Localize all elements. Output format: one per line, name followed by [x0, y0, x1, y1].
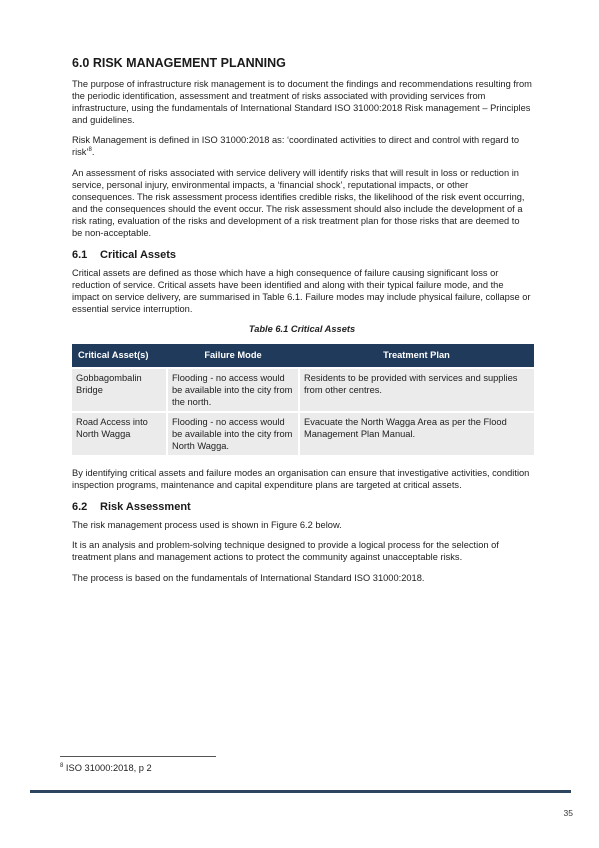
table-row — [72, 412, 534, 455]
subsection-number: 6.1 — [72, 249, 88, 262]
table-row — [72, 368, 534, 412]
table-cell-treatment-plan: Residents to be provided with services and supplies from other centres. — [299, 368, 534, 412]
critical-assets-table — [72, 344, 534, 456]
table-cell-asset: Road Access into North Wagga — [72, 412, 167, 455]
table-cell-asset: Gobbagombalin Bridge — [72, 368, 167, 412]
page-content — [72, 56, 532, 592]
table-header-row — [72, 344, 534, 368]
risk-assessment-paragraph: The risk management process used is shown in Figure 6.2 below. — [72, 520, 342, 531]
table-header-cell: Treatment Plan — [299, 344, 534, 368]
table-caption: Table 6.1 Critical Assets — [248, 323, 356, 334]
footnote-divider — [60, 756, 216, 757]
definition-end: . — [91, 147, 95, 158]
subsection-heading-risk-assessment — [72, 500, 532, 514]
section-title: 6.0 RISK MANAGEMENT PLANNING — [72, 56, 286, 70]
risk-assessment-paragraph: The process is based on the fundamentals of International Standard ISO 31000:2018. — [72, 572, 425, 583]
risk-assessment-paragraph: It is an analysis and problem-solving technique designed to provide a logical process for the selection of treatment plans and management actions to protect the community against unacceptable risks. — [72, 540, 499, 563]
critical-assets-paragraph: Critical assets are defined as those which have a high consequence of failure causing significant loss or reduction of service. Critical assets have been identified and along with their typical failure mode, and the impact on service delivery, are summarised in Table 6.1. Failure modes may include physical failure, collapse or essential service interruption. — [72, 268, 531, 315]
definition-text: Risk Management is defined in ISO 31000:2018 as: ‘coordinated activities to direct and control with regard to risk’ — [72, 135, 520, 158]
footnote — [60, 762, 152, 774]
subsection-number: 6.2 — [72, 501, 88, 514]
table-header-cell: Failure Mode — [167, 344, 299, 368]
table-cell-failure-mode: Flooding - no access would be available into the city from North Wagga. — [167, 412, 299, 455]
subsection-title: Risk Assessment — [100, 501, 191, 514]
subsection-heading-critical-assets — [72, 248, 532, 262]
footnote-reference: 8 — [88, 147, 92, 154]
table-header-cell: Critical Asset(s) — [72, 344, 167, 368]
footnote-number: 8 — [60, 762, 64, 769]
critical-assets-closing-paragraph: By identifying critical assets and failure modes an organisation can ensure that investigative activities, condition inspection programs, maintenance and capital expenditure plans are targeted at critical assets. — [72, 468, 530, 491]
section-paragraph-definition — [72, 134, 532, 158]
page-number: 35 — [563, 808, 573, 818]
table-cell-treatment-plan: Evacuate the North Wagga Area as per the Flood Management Plan Manual. — [299, 412, 534, 455]
section-paragraph-assessment: An assessment of risks associated with service delivery will identify risks that will result in loss or reduction in service, personal injury, environmental impacts, a ‘financial shock’, reputational impacts, or other consequences. The risk assessment process identifies credible risks, the likelihood of the risk event occurring, and the consequences should the event occur. The risk assessment should also include the development of a risk rating, evaluation of the risks and development of a risk treatment plan for those risks that are deemed to be non-acceptable. — [72, 167, 525, 239]
section-paragraph-purpose: The purpose of infrastructure risk management is to document the findings and recommendations resulting from the periodic identification, assessment and treatment of risks associated with providing services from infrastructure, using the fundamentals of International Standard ISO 31000:2018 Risk management – Principles and guidelines. — [72, 79, 532, 126]
subsection-title: Critical Assets — [100, 249, 177, 262]
table-cell-failure-mode: Flooding - no access would be available into the city from the north. — [167, 368, 299, 412]
footer-rule — [30, 790, 571, 793]
footnote-text: ISO 31000:2018, p 2 — [63, 763, 152, 773]
